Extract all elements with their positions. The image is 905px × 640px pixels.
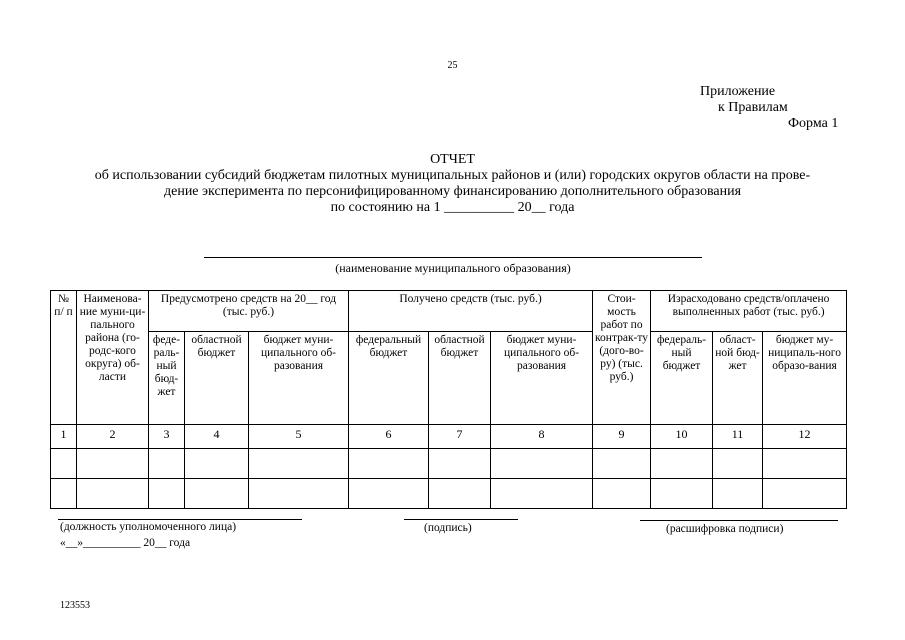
table-cell	[51, 449, 77, 479]
header-spent-federal: федераль-ный бюджет	[651, 332, 713, 425]
header-received-municipal: бюджет муни-ципального об-разования	[491, 332, 593, 425]
column-number: 12	[763, 425, 847, 449]
table-cell	[249, 449, 349, 479]
table-cell	[51, 479, 77, 509]
table-cell	[185, 479, 249, 509]
table-cell	[349, 479, 429, 509]
table-cell	[713, 449, 763, 479]
table-cell	[593, 449, 651, 479]
table-cell	[429, 449, 491, 479]
municipality-blank-line	[204, 257, 702, 258]
signature-line	[404, 519, 518, 520]
column-number: 10	[651, 425, 713, 449]
column-number: 5	[249, 425, 349, 449]
column-number: 7	[429, 425, 491, 449]
table-cell	[149, 479, 185, 509]
report-heading: ОТЧЕТ	[430, 152, 475, 167]
position-line	[58, 519, 302, 520]
municipality-caption: (наименование муниципального образования)	[335, 261, 571, 275]
table-cell	[593, 479, 651, 509]
date-line: «__»__________ 20__ года	[60, 537, 191, 549]
column-numbers-row	[51, 425, 847, 449]
column-number: 9	[593, 425, 651, 449]
column-number: 1	[51, 425, 77, 449]
decoding-line	[640, 520, 838, 521]
column-number: 8	[491, 425, 593, 449]
position-caption: (должность уполномоченного лица)	[60, 521, 237, 533]
column-number: 6	[349, 425, 429, 449]
appendix-rules: к Правилам	[718, 100, 788, 115]
header-group-received: Получено средств (тыс. руб.)	[349, 291, 593, 332]
header-district-name: Наименова-ние муни-ци-пального района (го-родс-кого округа) об-ласти	[77, 291, 149, 425]
report-title	[30, 152, 875, 216]
header-spent-municipal: бюджет му-ниципаль-ного образо-вания	[763, 332, 847, 425]
table-cell	[651, 449, 713, 479]
form-number: Форма 1	[788, 116, 839, 131]
header-planned-municipal: бюджет муни-ципального об-разования	[249, 332, 349, 425]
report-date-line: по состоянию на 1 __________ 20__ года	[330, 200, 575, 215]
table-cell	[763, 479, 847, 509]
report-subtitle-line: об использовании субсидий бюджетам пилотных муниципальных районов и (или) городских округов области на прове-	[94, 168, 811, 183]
table-cell	[651, 479, 713, 509]
table-cell	[349, 449, 429, 479]
column-number: 11	[713, 425, 763, 449]
table-cell	[429, 479, 491, 509]
table-cell	[763, 449, 847, 479]
table-cell	[491, 479, 593, 509]
table-cell	[149, 449, 185, 479]
signature-caption: (подпись)	[424, 522, 472, 534]
decoding-caption: (расшифровка подписи)	[666, 523, 784, 535]
table-cell	[77, 449, 149, 479]
table-cell	[77, 479, 149, 509]
report-subtitle-line: дение эксперимента по персонифицированному финансированию дополнительного образования	[163, 184, 742, 199]
header-planned-regional: областной бюджет	[185, 332, 249, 425]
table-cell	[491, 449, 593, 479]
table-row	[51, 449, 847, 479]
appendix-line: Приложение	[700, 84, 776, 99]
report-table	[50, 290, 847, 509]
document-code: 123553	[60, 600, 90, 611]
appendix-header	[700, 84, 838, 132]
header-group-planned: Предусмотрено средств на 20__ год (тыс. руб.)	[149, 291, 349, 332]
header-contract-cost: Стои-мость работ по контрак-ту (дого-во-ру) (тыс. руб.)	[593, 291, 651, 425]
header-group-spent: Израсходовано средств/оплачено выполненных работ (тыс. руб.)	[651, 291, 847, 332]
table-cell	[249, 479, 349, 509]
table-row	[51, 479, 847, 509]
header-received-federal: федеральный бюджет	[349, 332, 429, 425]
column-number: 3	[149, 425, 185, 449]
table-cell	[713, 479, 763, 509]
header-received-regional: областной бюджет	[429, 332, 491, 425]
header-number: № п/ п	[51, 291, 77, 425]
header-planned-federal: феде-раль-ный бюд-жет	[149, 332, 185, 425]
page-number: 25	[447, 60, 458, 71]
column-number: 4	[185, 425, 249, 449]
header-spent-regional: област-ной бюд-жет	[713, 332, 763, 425]
column-number: 2	[77, 425, 149, 449]
table-cell	[185, 449, 249, 479]
